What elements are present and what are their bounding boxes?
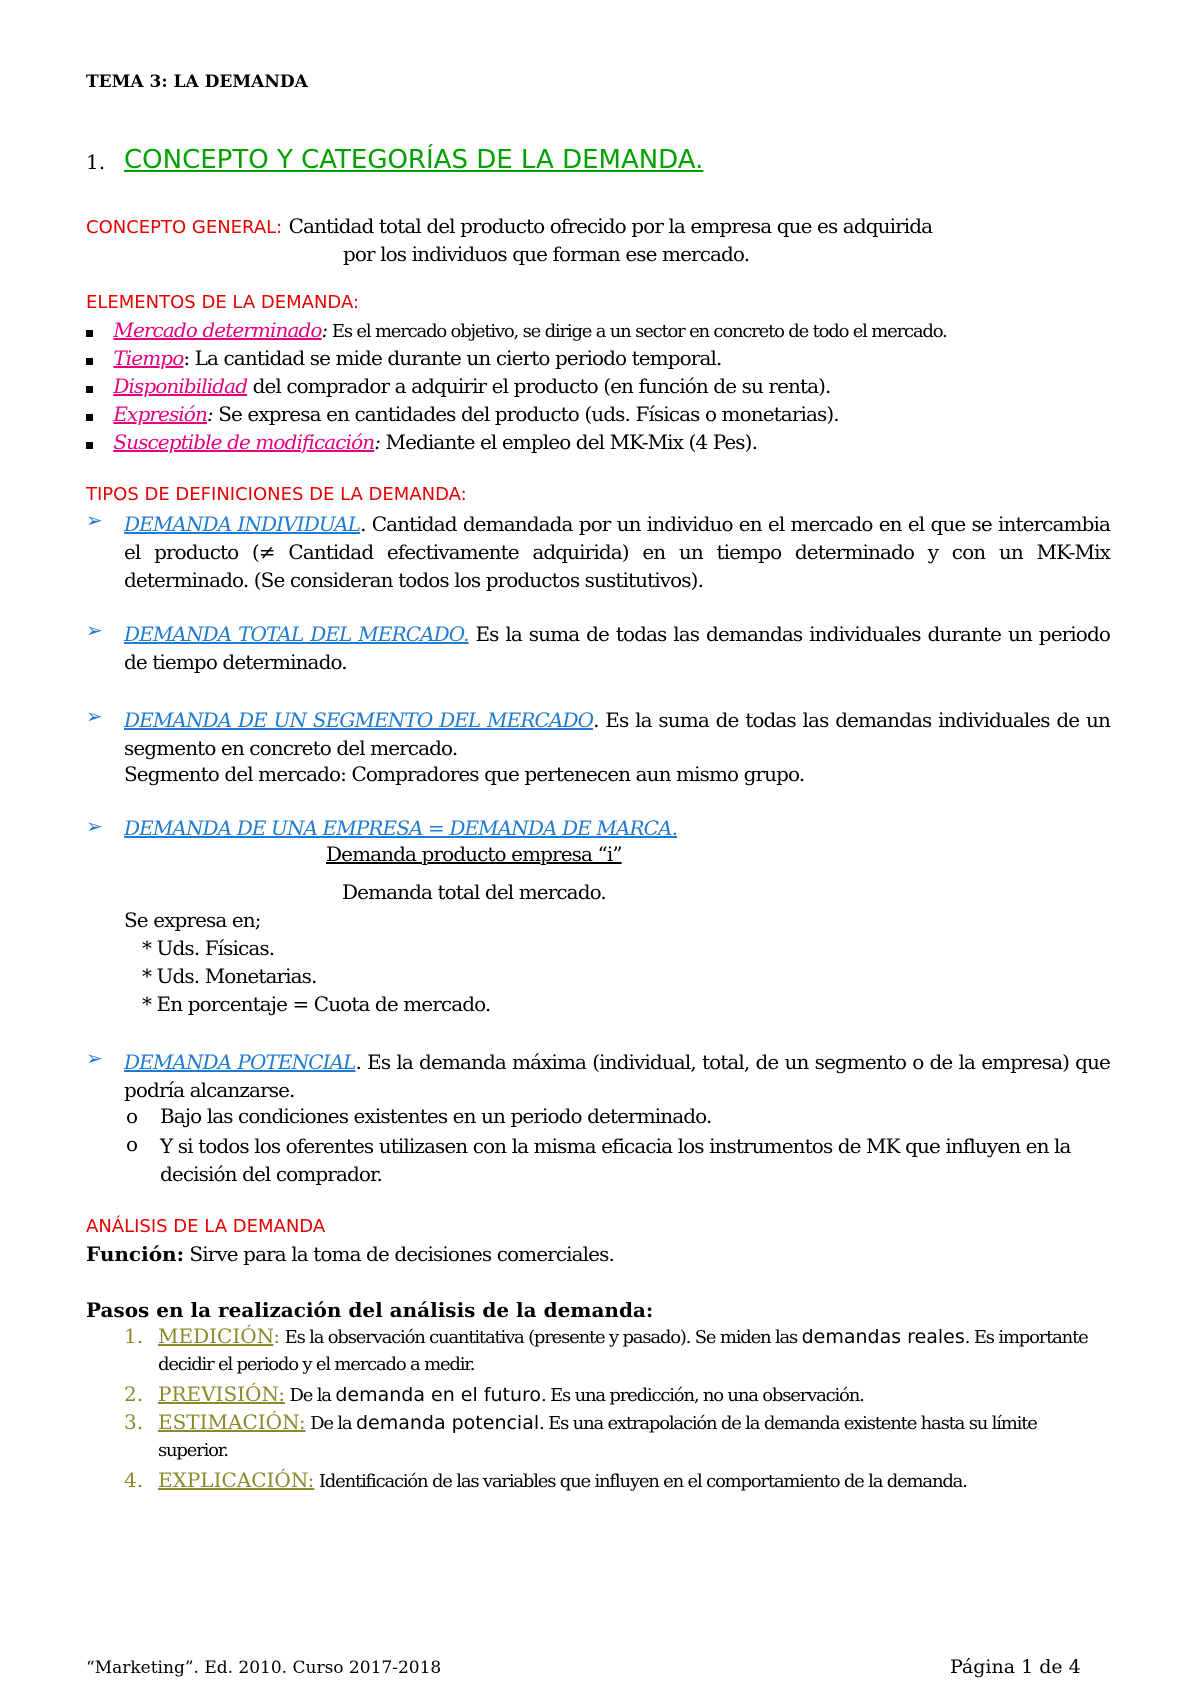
expresa-item: * En porcentaje = Cuota de mercado. [142,992,491,1016]
step-text: Es la observación cuantitativa (presente y pasado). Se miden las [280,1327,802,1348]
arrow-bullet-icon: ➢ [86,618,103,642]
tipo-total [124,620,1110,676]
step-emphasis: demandas reales [801,1326,965,1348]
funcion-label: Función: [86,1242,184,1266]
elemento-text: Es el mercado objetivo, se dirige a un sector en concreto de todo el mercado. [327,321,947,342]
elemento-text: Mediante el empleo del MK-Mix (4 Pes). [380,430,758,454]
step-term: EXPLICACIÓN: [158,1468,315,1492]
step-item [158,1324,1088,1348]
elemento-sep: : [206,402,213,426]
step-emphasis: demanda potencial [355,1412,540,1434]
step-text: . Es una extrapolación de la demanda existente hasta su límite [539,1413,1037,1434]
square-bullet-icon [86,330,93,337]
step-number: 2. [124,1382,144,1406]
expresa-label: Se expresa en; [124,908,261,932]
potencial-item: Bajo las condiciones existentes en un periodo determinado. [160,1104,712,1128]
document-title: TEMA 3: LA DEMANDA [86,72,308,92]
analisis-label: ANÁLISIS DE LA DEMANDA [86,1216,326,1237]
square-bullet-icon [86,414,93,421]
tipo-potencial [124,1048,1110,1104]
step-sep: : [273,1324,281,1348]
expresa-item: * Uds. Físicas. [142,936,275,960]
tipo-term: DEMANDA DE UN SEGMENTO DEL MERCADO [124,708,594,732]
funcion-text: Sirve para la toma de decisiones comerciales. [183,1242,614,1266]
ratio-denominator: Demanda total del mercado. [342,880,606,904]
funcion-line [86,1242,614,1266]
tipos-label: TIPOS DE DEFINICIONES DE LA DEMANDA: [86,484,467,505]
step-text: Identificación de las variables que influyen en el comportamiento de la demanda. [314,1471,967,1492]
step-text: De la [284,1385,336,1406]
step-term: MEDICIÓN [158,1324,274,1348]
elemento-term: Disponibilidad [113,374,248,398]
tipo-individual [124,510,1110,594]
square-bullet-icon [86,358,93,365]
elemento-text: del comprador a adquirir el producto (en función de su renta). [247,374,831,398]
tipo-segmento [124,706,1110,762]
step-text: De la [305,1413,356,1434]
step-text-line2: decidir el periodo y el mercado a medir. [158,1354,475,1375]
elemento-text: La cantidad se mide durante un cierto periodo temporal. [189,346,722,370]
circle-bullet-icon: o [126,1104,139,1128]
tipo-text: . Es la suma de todas las demandas individuales de un segmento en concreto del mercado. [124,708,1110,760]
elemento-sep: : [374,430,381,454]
elemento-item [86,374,831,398]
step-number: 4. [124,1468,144,1492]
step-item [158,1468,967,1492]
elementos-label: ELEMENTOS DE LA DEMANDA: [86,292,360,313]
arrow-bullet-icon: ➢ [86,1046,103,1070]
concepto-label: CONCEPTO GENERAL: [86,217,283,238]
arrow-bullet-icon: ➢ [86,704,103,728]
step-term: PREVISIÓN: [158,1382,285,1406]
arrow-bullet-icon: ➢ [86,508,103,532]
page-number: Página 1 de 4 [950,1656,1081,1678]
square-bullet-icon [86,386,93,393]
concepto-text-1: Cantidad total del producto ofrecido por la empresa que es adquirida [288,214,933,238]
tipo-term: DEMANDA POTENCIAL [124,1050,356,1074]
elemento-term: Expresión [113,402,207,426]
step-emphasis: demanda en el futuro [335,1384,542,1406]
step-number: 1. [124,1324,144,1348]
elemento-term: Susceptible de modificación [113,430,375,454]
potencial-item: Y si todos los oferentes utilizasen con la misma eficacia los instrumentos de MK que influyen en la decisión del comprador. [160,1134,1071,1186]
elemento-item [86,402,839,426]
elemento-item [86,430,757,454]
tipo-text: Es la suma de todas las demandas individuales durante un periodo de tiempo determinado. [124,622,1110,674]
concepto-text-2: por los individuos que forman ese mercado. [343,242,750,266]
tipo-text: . Es la demanda máxima (individual, total, de un segmento o de la empresa) que podría alcanzarse. [124,1050,1110,1102]
step-item [158,1382,864,1406]
circle-bullet-icon: o [126,1132,139,1156]
step-text: . Es una predicción, no una observación. [541,1385,864,1406]
elemento-sep: : [183,346,190,370]
tipo-term: DEMANDA TOTAL DEL MERCADO. [124,622,469,646]
segmento-note: Segmento del mercado: Compradores que pertenecen aun mismo grupo. [124,762,805,786]
step-number: 3. [124,1410,144,1434]
elemento-text: Se expresa en cantidades del producto (uds. Físicas o monetarias). [212,402,839,426]
step-item [158,1410,1037,1434]
ratio-numerator: Demanda producto empresa “i” [326,842,622,866]
arrow-bullet-icon: ➢ [86,814,103,838]
tipo-text: . Cantidad demandada por un individuo en el mercado en el que se intercambia el producto (≠ Cantidad efectivamente adquirida) en un tiempo determinado y con un MK-Mix determinado. (Se consideran todos los productos sustitutivos). [124,512,1110,592]
elemento-item [86,346,721,370]
square-bullet-icon [86,442,93,449]
elemento-term: Tiempo [113,346,184,370]
expresa-item: * Uds. Monetarias. [142,964,317,988]
concepto-line [86,214,932,238]
step-text-line2: superior. [158,1440,228,1461]
tipo-term: DEMANDA DE UNA EMPRESA = DEMANDA DE MARCA. [124,816,678,840]
elemento-sep: : [321,318,328,342]
step-text: . Es importante [964,1327,1088,1348]
tipo-term: DEMANDA INDIVIDUAL [124,512,361,536]
footer-left: “Marketing”. Ed. 2010. Curso 2017-2018 [86,1658,442,1678]
elemento-item [86,318,947,342]
elemento-term: Mercado determinado [113,318,322,342]
step-term: ESTIMACIÓN: [158,1410,306,1434]
section-number: 1. [86,150,106,174]
section-heading: CONCEPTO Y CATEGORÍAS DE LA DEMANDA. [124,145,704,175]
pasos-label: Pasos en la realización del análisis de la demanda: [86,1298,654,1322]
